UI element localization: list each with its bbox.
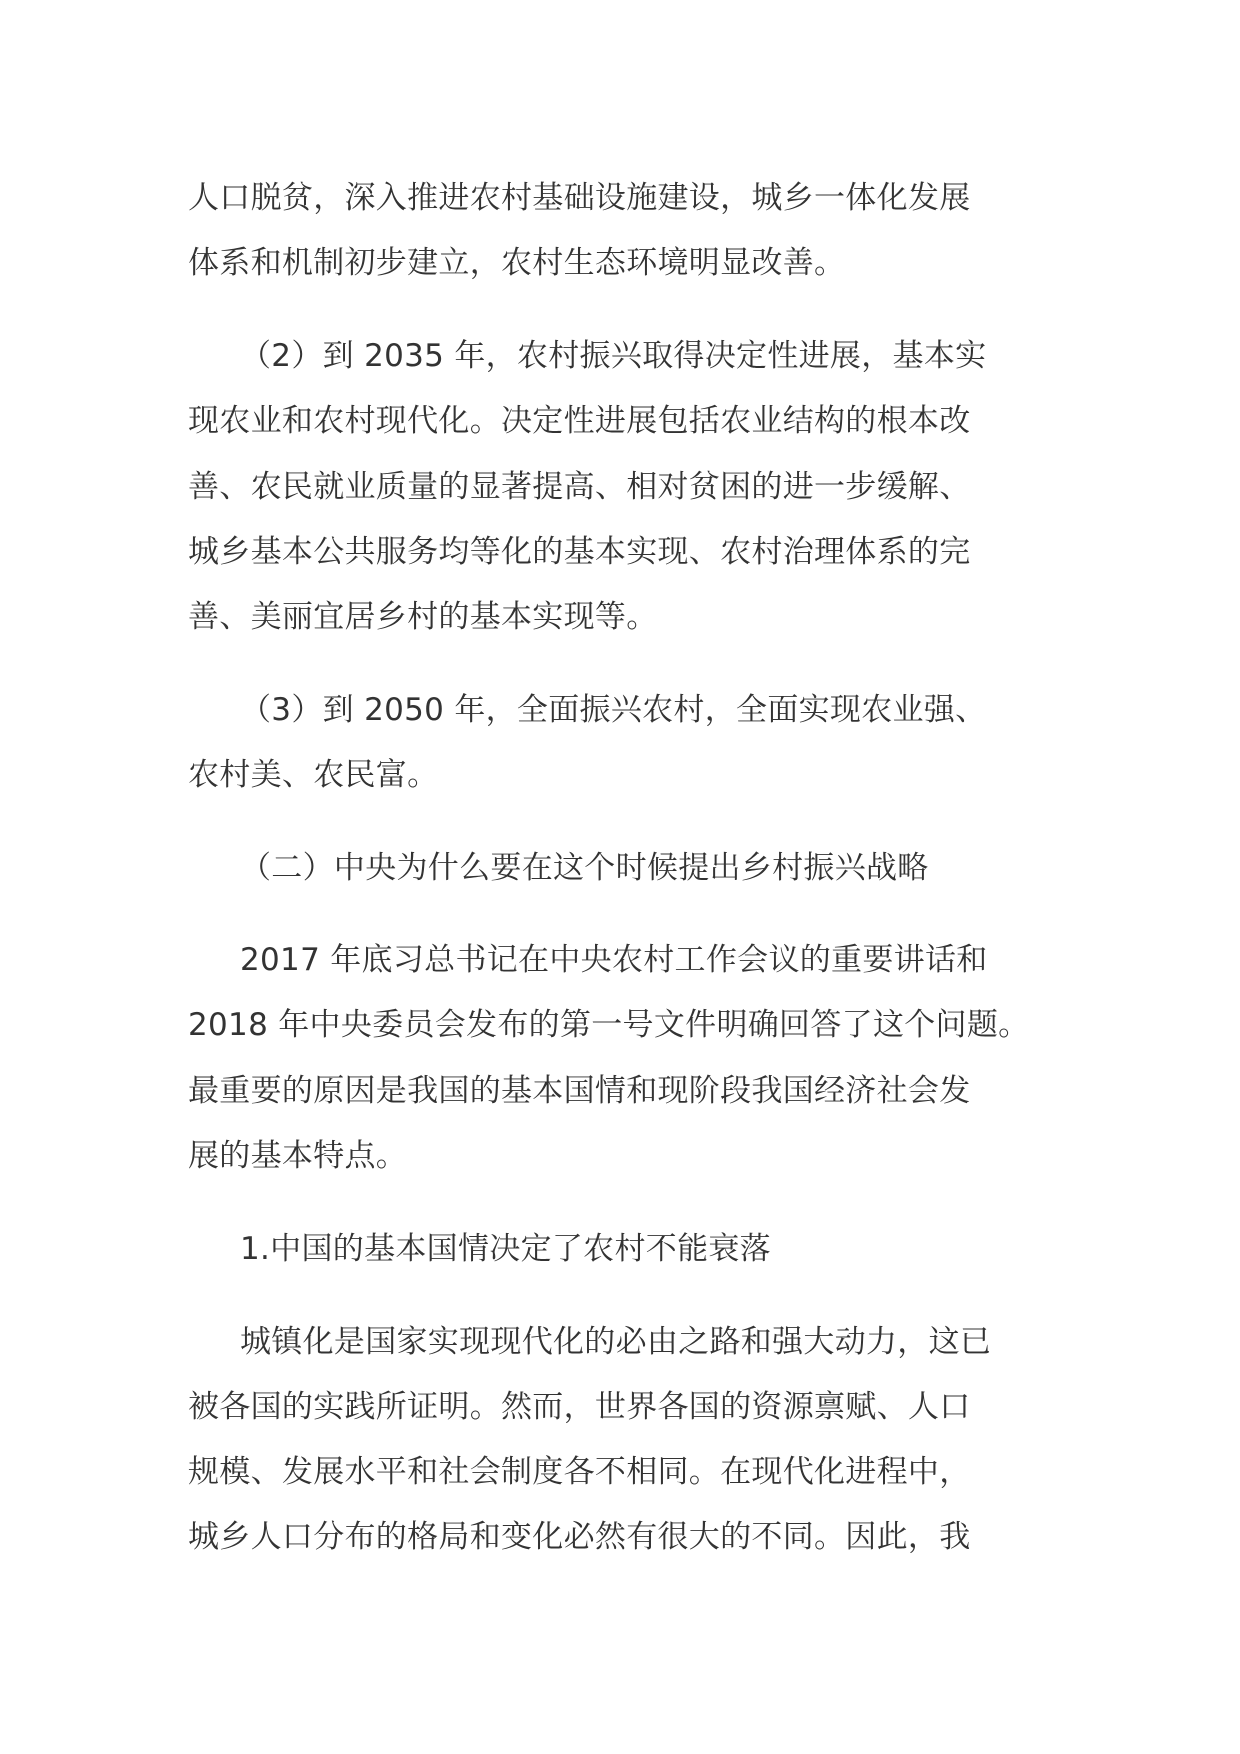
text-line: 现农业和农村现代化。决定性进展包括农业结构的根本改 (188, 403, 971, 439)
text-line: 最重要的原因是我国的基本国情和现阶段我国经济社会发 (188, 1073, 971, 1109)
text-line: 城乡人口分布的格局和变化必然有很大的不同。因此，我 (188, 1519, 971, 1555)
section-heading: （二）中央为什么要在这个时候提出乡村振兴战略 (240, 850, 929, 886)
paragraph-line: 2017 年底习总书记在中央农村工作会议的重要讲话和 (240, 942, 988, 978)
text-line: 人口脱贫，深入推进农村基础设施建设，城乡一体化发展 (188, 180, 971, 216)
list-item-2-line: （2）到 2035 年，农村振兴取得决定性进展，基本实 (240, 338, 987, 374)
subsection-heading: 1.中国的基本国情决定了农村不能衰落 (240, 1231, 771, 1267)
text-line: 农村美、农民富。 (188, 757, 439, 793)
text-line: 城乡基本公共服务均等化的基本实现、农村治理体系的完 (188, 534, 971, 570)
text-line: 展的基本特点。 (188, 1138, 408, 1174)
paragraph-line: 城镇化是国家实现现代化的必由之路和强大动力，这已 (240, 1324, 992, 1360)
text-line: 2018 年中央委员会发布的第一号文件明确回答了这个问题。 (188, 1007, 1030, 1043)
list-item-3-line: （3）到 2050 年，全面振兴农村，全面实现农业强、 (240, 692, 987, 728)
text-line: 被各国的实践所证明。然而，世界各国的资源禀赋、人口 (188, 1389, 971, 1425)
text-line: 善、农民就业质量的显著提高、相对贫困的进一步缓解、 (188, 469, 971, 505)
text-line: 规模、发展水平和社会制度各不相同。在现代化进程中， (188, 1454, 971, 1490)
text-line: 体系和机制初步建立，农村生态环境明显改善。 (188, 245, 846, 281)
text-line: 善、美丽宜居乡村的基本实现等。 (188, 599, 658, 635)
